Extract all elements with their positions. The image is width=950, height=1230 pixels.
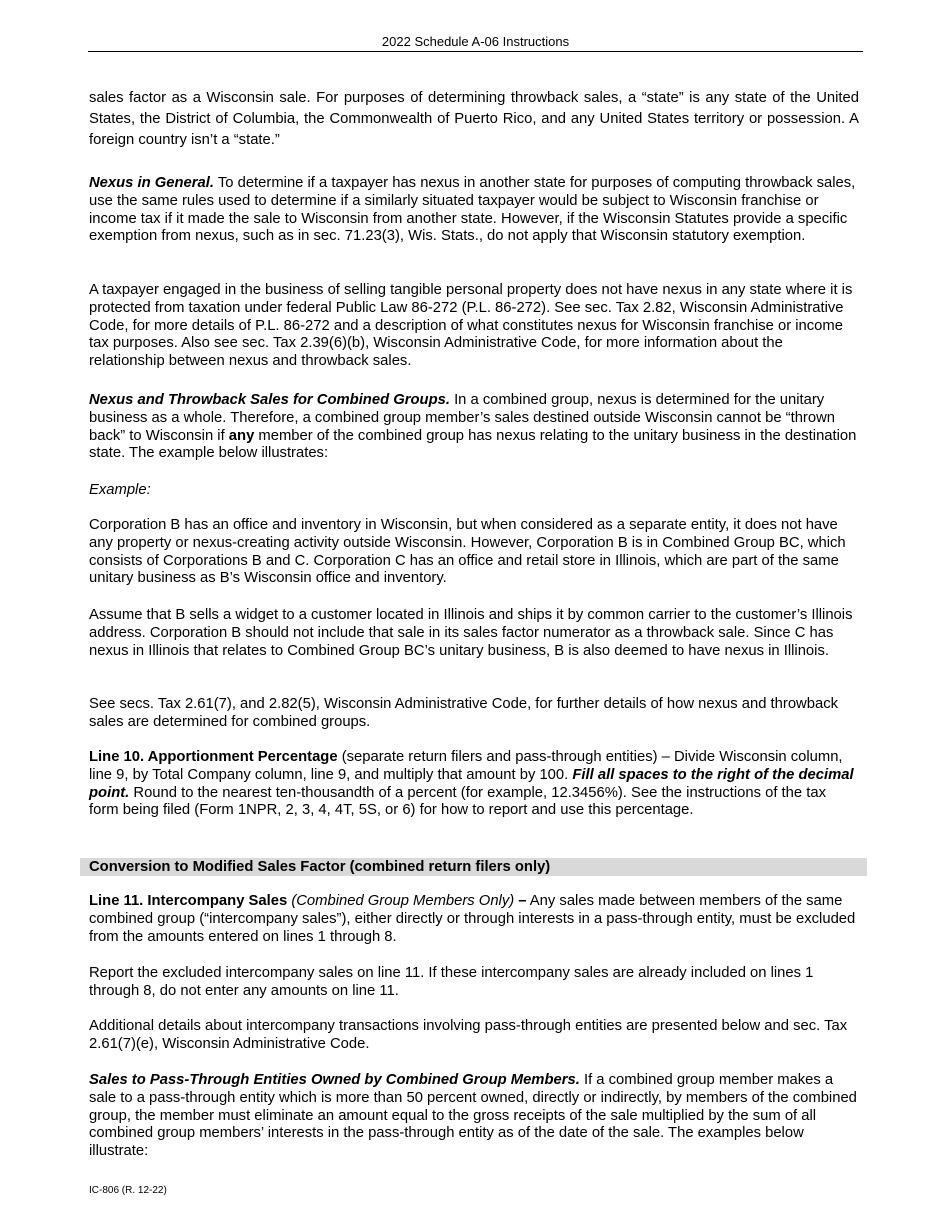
heading-nexus-combined-groups: Nexus and Throwback Sales for Combined Groups. [89,392,450,408]
paragraph-additional-details: Additional details about intercompany transactions involving pass-through entities are presented below and sec. Tax 2.61(7)(e), Wisconsin Administrative Code. [89,1018,848,1052]
sales-pass-through-text: If a combined group member makes a sale to a pass-through entity which is more than 50 percent owned, directly or indirectly, by members of the combined group, the member must eliminate an amount equal to the gross receipts of the sale multiplied by the sum of all combined group members’ interests in the pass-through entity as of the date of the sale. The examples below illustrate: [89,1072,857,1160]
line-10-emphasis: Fill all spaces to the right of the decimal point. [89,766,854,801]
example-label: Example: [89,482,151,498]
heading-line-11: Line 11. Intercompany Sales [89,893,288,909]
header-title: 2022 Schedule A-06 Instructions [381,34,570,49]
paragraph-see-secs: See secs. Tax 2.61(7), and 2.82(5), Wisconsin Administrative Code, for further details of how nexus and throwback sales are determined for combined groups. [89,696,838,730]
nexus-in-general-text: To determine if a taxpayer has nexus in another state for purposes of computing throwback sales, use the same rules used to determine if a similarly situated taxpayer would be subject to Wisconsin franchise or income tax if it made the sale to Wisconsin from another state. However, if the Wisconsin Statutes provide a specific exemption from nexus, such as in sec. 71.23(3), Wis. Stats., do not apply that Wisconsin statutory exemption. [89,175,856,245]
line-10-text-b: Round to the nearest ten-thousandth of a percent (for example, 12.3456%). See the instructions of the tax form being filed (Form 1NPR, 2, 3, 4, 4T, 5S, or 6) for how to report and use this percentage. [89,784,826,819]
paragraph-line-11 [89,893,859,946]
page-footer [89,1185,167,1197]
heading-line-10: Line 10. Apportionment Percentage [89,749,338,765]
paragraph-report-line-11: Report the excluded intercompany sales on line 11. If these intercompany sales are already included on lines 1 through 8, do not enter any amounts on line 11. [89,965,814,999]
page-header [88,33,863,52]
heading-nexus-in-general: Nexus in General. [89,175,215,191]
line-11-text: Any sales made between members of the same combined group (“intercompany sales”), either directly or through interests in a pass-through entity, must be excluded from the amounts entered on lines 1 through 8. [89,893,856,945]
line-11-dash: – [514,893,527,909]
nexus-combined-bold-word: any [228,427,255,444]
paragraph-nexus-combined-groups [89,392,859,463]
paragraph-tangible-property: A taxpayer engaged in the business of selling tangible personal property does not have nexus in any state where it is protected from taxation under federal Public Law 86-272 (P.L. 86-272). See sec. Tax 2.82, Wisconsin Administrative Code, for more details of P.L. 86-272 and a description of what constitutes nexus for Wisconsin franchise or income tax purposes. Also see sec. Tax 2.39(6)(b), Wisconsin Administrative Code, for more information about the relationship between nexus and throwback sales. [89,282,853,370]
paragraph-corporation-b: Corporation B has an office and inventory in Wisconsin, but when considered as a separate entity, it does not have any property or nexus-creating activity outside Wisconsin. However, Corporation B is in Combined Group BC, which consists of Corporations B and C. Corporation C has an office and retail store in Illinois, which are part of the same unitary business as B’s Wisconsin office and inventory. [89,517,846,587]
paragraph-assume-widget: Assume that B sells a widget to a customer located in Illinois and ships it by common carrier to the customer’s Illinois address. Corporation B should not include that sale in its sales factor numerator as a throwback sale. Since C has nexus in Illinois that relates to Combined Group BC’s unitary business, B is also deemed to have nexus in Illinois. [89,607,853,659]
heading-sales-pass-through: Sales to Pass-Through Entities Owned by Combined Group Members. [89,1072,580,1088]
paragraph-nexus-in-general [89,175,859,246]
section-band-modified-sales-factor [80,858,867,876]
nexus-combined-text-b: member of the combined group has nexus relating to the unitary business in the destination state. The example below illustrates: [89,427,857,462]
paragraph-line-10 [89,749,859,820]
paragraph-state-definition: sales factor as a Wisconsin sale. For purposes of determining throwback sales, a “state” is any state of the United States, the District of Columbia, the Commonwealth of Puerto Rico, and any United States territory or possession. A foreign country isn’t a “state.” [89,90,859,148]
line-10-text-a: (separate return filers and pass-through entities) – Divide Wisconsin column, line 9, by Total Company column, line 9, and multiply that amount by 100. [89,749,843,783]
line-11-italic: (Combined Group Members Only) [287,893,515,909]
paragraph-sales-pass-through [89,1072,859,1161]
footer-form-id: IC-806 (R. 12-22) [89,1185,167,1196]
nexus-combined-text-a: In a combined group, nexus is determined for the unitary business as a whole. Therefore, a combined group member’s sales destined outside Wisconsin cannot be “thrown back” to Wisconsin if [89,392,836,444]
section-band-title: Conversion to Modified Sales Factor (combined return filers only) [89,859,551,875]
